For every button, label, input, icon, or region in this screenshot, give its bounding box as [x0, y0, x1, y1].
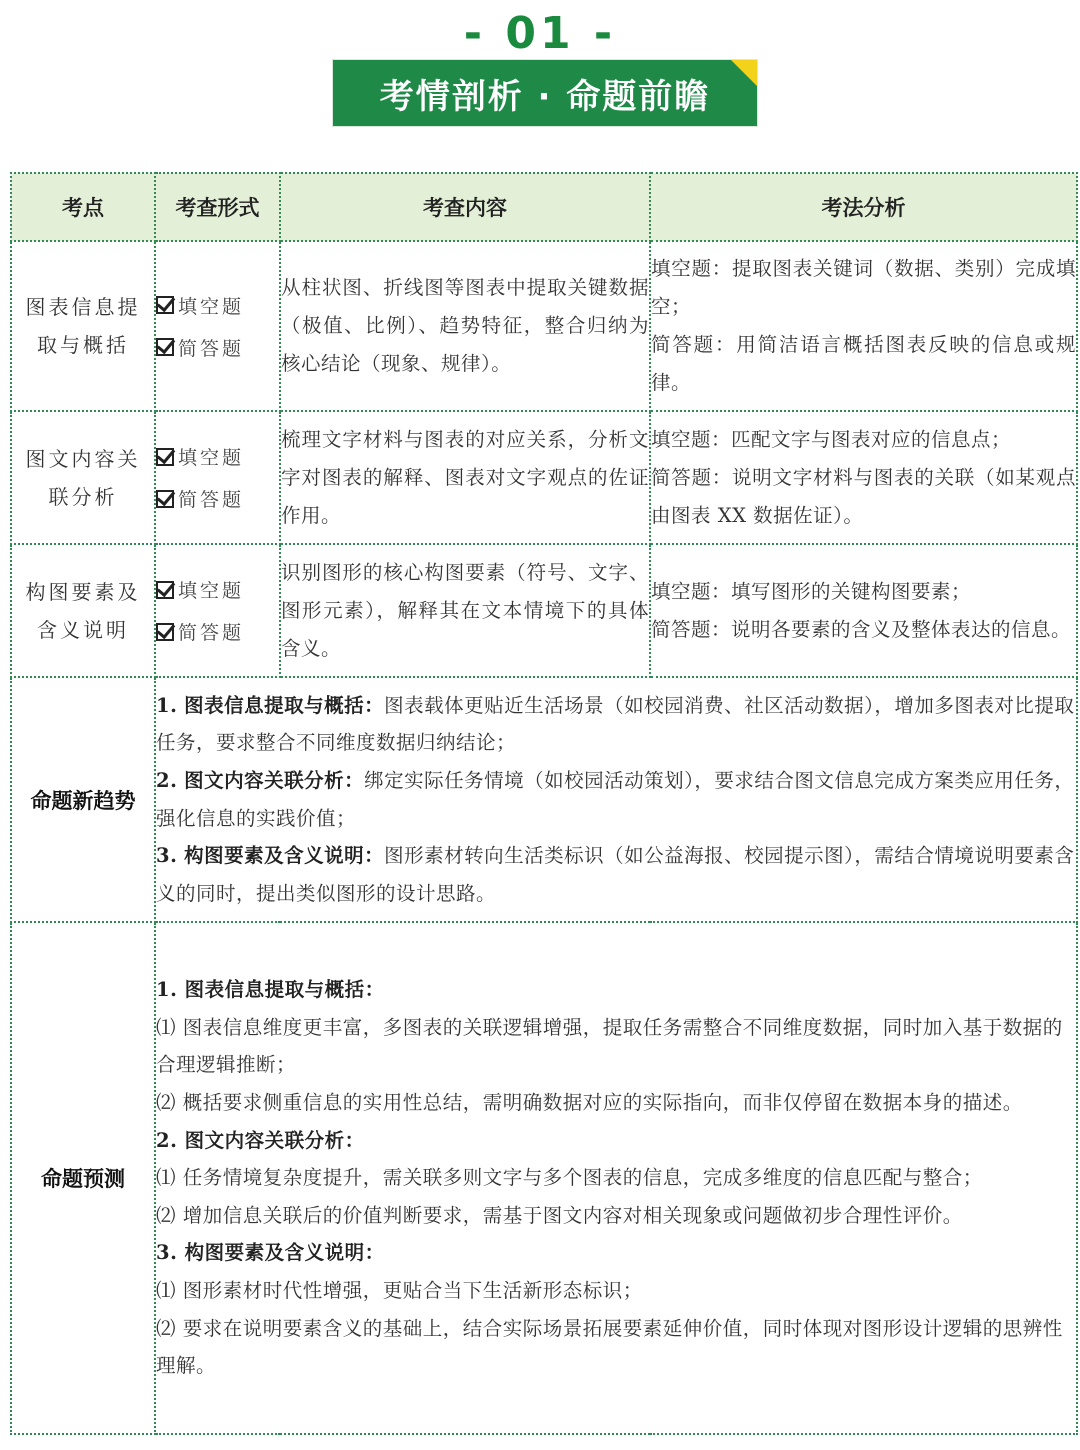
header-analysis: 考法分析: [650, 173, 1077, 241]
form-label: 简答题: [178, 337, 245, 360]
exam-form-cell: [155, 241, 280, 411]
analysis-line: 填空题：填写图形的关键构图要素；: [651, 579, 972, 603]
analysis-line: 简答题：用简洁语言概括图表反映的信息或规律。: [651, 333, 1076, 394]
trend-item: [156, 762, 1076, 837]
table-row: [11, 241, 1077, 411]
form-label: 填空题: [178, 447, 245, 469]
exam-point-cell: [11, 241, 155, 411]
header-point: 考点: [11, 173, 155, 241]
checkbox-checked-icon: [156, 490, 174, 508]
exam-point-line2: 联分析: [48, 484, 118, 509]
exam-point-cell: [11, 411, 155, 544]
checkbox-checked-icon: [156, 448, 174, 466]
form-label: 填空题: [178, 580, 245, 602]
table-row: [11, 544, 1077, 677]
checkbox-checked-icon: [156, 623, 174, 641]
exam-analysis-cell: [650, 241, 1077, 411]
exam-point-line1: 构图要素及: [25, 579, 141, 604]
form-label: 简答题: [178, 489, 245, 511]
section-number: - 01 -: [463, 8, 617, 59]
exam-content-cell: 梳理文字材料与图表的对应关系，分析文字对图表的解释、图表对文字观点的佐证作用。: [280, 411, 650, 544]
trend-item-num: 1.: [156, 693, 178, 717]
trend-item-text: 图形素材转向生活类标识（如公益海报、校园提示图），需结合情境说明要素含义的同时，提出类似图形的设计思路。: [156, 844, 1075, 905]
trend-label: 命题新趋势: [11, 677, 155, 922]
banner-title: 考情剖析 · 命题前瞻: [379, 76, 711, 117]
trend-content: [155, 677, 1077, 922]
form-option-fill: [156, 436, 279, 478]
exam-point-line1: 图表信息提: [25, 295, 141, 319]
exam-analysis-table: [10, 172, 1078, 1435]
analysis-line: 填空题：提取图表关键词（数据、类别）完成填空；: [651, 257, 1076, 318]
checkbox-checked-icon: [156, 338, 174, 356]
exam-analysis-cell: [650, 544, 1077, 677]
predict-group-title: 1. 图表信息提取与概括：: [156, 978, 385, 1002]
trend-item-text: 图表载体更贴近生活场景（如校园消费、社区活动数据），增加多图表对比提取任务，要求整合不同维度数据归纳结论；: [156, 693, 1075, 755]
form-option-short: [156, 326, 279, 368]
analysis-line: 简答题：说明各要素的含义及整体表达的信息。: [651, 617, 1072, 641]
predict-item: ⑴ 图表信息维度更丰富，多图表的关联逻辑增强，提取任务需整合不同维度数据，同时加入基于数据的合理逻辑推断；: [156, 1015, 1063, 1077]
exam-content-cell: 识别图形的核心构图要素（符号、文字、图形元素），解释其在文本情境下的具体含义。: [280, 544, 650, 677]
checkbox-checked-icon: [156, 581, 174, 599]
exam-analysis-cell: [650, 411, 1077, 544]
exam-form-cell: [155, 411, 280, 544]
form-option-short: [156, 611, 279, 653]
section-banner: [333, 60, 757, 126]
exam-point-line2: 取与概括: [37, 333, 129, 357]
trend-item-text: 绑定实际任务情境（如校园活动策划），要求结合图文信息完成方案类应用任务，强化信息的实践价值；: [156, 768, 1075, 830]
trend-row: [11, 677, 1077, 922]
predict-group-title: 2. 图文内容关联分析：: [156, 1128, 365, 1152]
trend-item-title: 图表信息提取与概括：: [184, 693, 385, 717]
exam-point-line2: 含义说明: [37, 617, 129, 642]
trend-item: [156, 837, 1076, 912]
checkbox-checked-icon: [156, 296, 174, 314]
analysis-line: 简答题：说明文字材料与图表的关联（如某观点由图表 XX 数据佐证）。: [651, 465, 1076, 527]
form-option-fill: [156, 569, 279, 611]
header-content: 考查内容: [280, 173, 650, 241]
predict-label: 命题预测: [11, 922, 155, 1434]
exam-content-cell: 从柱状图、折线图等图表中提取关键数据（极值、比例）、趋势特征，整合归纳为核心结论（现象、规律）。: [280, 241, 650, 411]
predict-item: ⑵ 要求在说明要素含义的基础上，结合实际场景拓展要素延伸价值，同时体现对图形设计逻辑的思辨性理解。: [156, 1316, 1063, 1378]
predict-content: [155, 922, 1077, 1434]
header-form: 考查形式: [155, 173, 280, 241]
trend-item-title: 图文内容关联分析：: [184, 768, 365, 792]
trend-item-num: 2.: [156, 768, 178, 792]
analysis-line: 填空题：匹配文字与图表对应的信息点；: [651, 427, 1012, 451]
trend-item-title: 构图要素及含义说明：: [184, 844, 385, 868]
trend-item-num: 3.: [156, 844, 178, 868]
trend-item: [156, 687, 1076, 762]
exam-point-line1: 图文内容关: [25, 446, 141, 471]
form-option-short: [156, 478, 279, 520]
form-label: 简答题: [178, 622, 245, 644]
predict-item: ⑴ 任务情境复杂度提升，需关联多则文字与多个图表的信息，完成多维度的信息匹配与整合；: [156, 1166, 983, 1190]
predict-item: ⑵ 概括要求侧重信息的实用性总结，需明确数据对应的实际指向，而非仅停留在数据本身的描述。: [156, 1091, 1023, 1115]
exam-form-cell: [155, 544, 280, 677]
table-row: [11, 411, 1077, 544]
predict-group-title: 3. 构图要素及含义说明：: [156, 1241, 385, 1265]
predict-item: ⑵ 增加信息关联后的价值判断要求，需基于图文内容对相关现象或问题做初步合理性评价。: [156, 1203, 963, 1227]
predict-row: [11, 922, 1077, 1434]
exam-point-cell: [11, 544, 155, 677]
form-label: 填空题: [178, 295, 245, 318]
form-option-fill: [156, 284, 279, 326]
table-header-row: [11, 173, 1077, 241]
predict-item: ⑴ 图形素材时代性增强，更贴合当下生活新形态标识；: [156, 1278, 643, 1302]
